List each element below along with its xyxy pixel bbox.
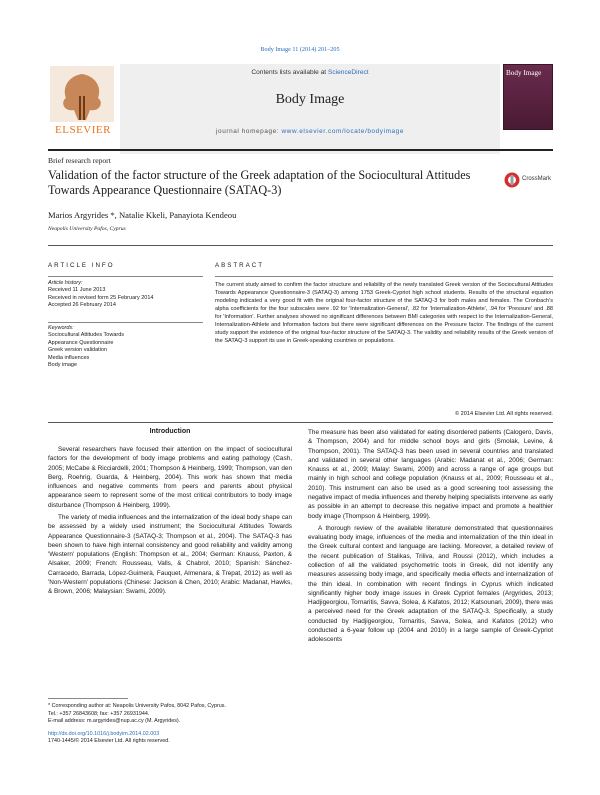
- article-title: Validation of the factor structure of the Greek adaptation of the Sociocultural Attitudes Towards Appearance Questionnaire (SATAQ-3): [48, 168, 471, 198]
- keyword-item: Body image: [48, 362, 78, 369]
- contact-email[interactable]: E-mail address: m.argyrides@nup.ac.cy (M. Argyrides).: [48, 718, 181, 725]
- title-divider: [48, 245, 553, 246]
- issn-line: 1740-1445/© 2014 Elsevier Ltd. All rights reserved.: [48, 738, 170, 745]
- footnotes: [48, 703, 292, 746]
- article-info-heading: ARTICLE INFO: [48, 262, 115, 269]
- journal-homepage: [120, 128, 500, 135]
- publisher-logo-text: ELSEVIER: [55, 124, 111, 136]
- article-type: Brief research report: [48, 156, 111, 165]
- contents-line: [120, 69, 500, 76]
- crossmark-label: CrossMark: [522, 176, 552, 182]
- homepage-link[interactable]: www.elsevier.com/locate/bodyimage: [281, 128, 404, 135]
- right-column: [308, 428, 553, 647]
- affiliation: Neapolis University Pafos, Cyprus: [48, 226, 126, 232]
- journal-title: Body Image: [275, 92, 345, 107]
- keyword-item: Sociocultural Attitudes Towards: [48, 332, 125, 339]
- footnote-divider: [48, 698, 128, 699]
- crossmark-icon: [504, 172, 520, 188]
- author-list: Marios Argyrides *, Natalie Kkeli, Panayiota Kendeou: [48, 210, 237, 220]
- contents-prefix: Contents lists available at: [251, 69, 328, 76]
- article-info-divider: [48, 276, 203, 277]
- abstract-bottom-divider: [48, 422, 553, 423]
- keywords-label: Keywords:: [48, 325, 74, 331]
- keyword-item: Media influences: [48, 354, 90, 361]
- history-received: Received 11 June 2013: [48, 287, 106, 294]
- abstract-heading: ABSTRACT: [215, 262, 265, 269]
- body-paragraph: Several researchers have focused their attention on the impact of sociocultural factors for the development of body image problems and eating pathology (Cash, 2005; McCabe & Ricciardelli, 2001; Thompson & Heinberg, 1999; Thompson, van den Berg, Roehrig, Guarda, & Heinberg, 2004). This work has shown that media influences and negative comments from peers and parents about physical appearance seem to represent some of the most critical contributors to body image disturbance (Thompson & Heinberg, 1999).: [48, 446, 292, 509]
- crossmark-badge[interactable]: [504, 170, 564, 192]
- sciencedirect-link[interactable]: ScienceDirect: [327, 69, 369, 76]
- contact-phone: Tel.: +357 26843608; fax: +357 26931944.: [48, 710, 150, 717]
- body-paragraph: The variety of media influences and the internalization of the ideal body shape can be assessed by a widely used instrument; the Sociocultural Attitudes Towards Appearance Questionnaire-3 (SATAQ-3; Thompson et al., 2004). The SATAQ-3 has been shown to have high internal consistency and good reliability and validity among 'Western' populations (English: Thompson et al., 2004; German: Knauss, Paxton, & Alsaker, 2009; French: Rousseau, Valls, & Chabrol, 2010; Spanish: Sánchez-Carracedo, Barrada, López-Guimerà, Fauquet, Almenara, & Trepat, 2012) as well as 'Non-Western' populations (Chinese: Jackson & Chen, 2010; Arabic: Madanat, Hawks, & Brown, 2006; Malaysian: Swami, 2009).: [48, 513, 292, 596]
- abstract-divider: [215, 276, 553, 277]
- history-accepted: Accepted 26 February 2014: [48, 302, 116, 309]
- left-column: [48, 445, 292, 600]
- journal-reference[interactable]: Body Image 11 (2014) 201–205: [260, 46, 340, 53]
- body-paragraph: The measure has been also validated for eating disordered patients (Calogero, Davis, & Thompson, 2004) and for middle school boys and girls (Smolak, Levine, & Thompson, 2001). The SATAQ-3 has been used in several countries and translated and validated in several other languages (Arabic: Madanat et al., 2006; German: Knauss et al., 2009; Malay: Swami, 2009) and across a range of age groups but mainly in high school and college population (Knauss et al., 2009; Rousseau et al., 2010). This instrument can also be used as a good screening tool assessing the negative impact of media influences and thereby helping specialists intervene as early as possible in an attempt to decrease this negative impact and promote a healthier body image (Thompson & Heinberg, 1999).: [308, 429, 553, 520]
- keyword-item: Appearance Questionnaire: [48, 339, 114, 346]
- introduction-heading: Introduction: [149, 428, 191, 435]
- journal-cover-title: Body Image: [506, 69, 542, 77]
- journal-header-box: [120, 64, 500, 154]
- keyword-item: Greek version validation: [48, 347, 108, 354]
- history-revised: Received in revised form 25 February 2014: [48, 294, 154, 301]
- history-label: Article history:: [48, 280, 83, 286]
- abstract-copyright: © 2014 Elsevier Ltd. All rights reserved.: [454, 411, 553, 417]
- body-paragraph: A thorough review of the available literature demonstrated that questionnaires evaluating body image, influences of the media and internalization of the thin ideal in the Greek cultural context and language are lacking. Moreover, a detailed review of the recent publication of Stalikas, Triliva, and Roussi (2012), which includes a collection of all the validated psychometric tools in Greek, did not identify any measures assessing body image, and specifically media effects and internalization of the thin ideal. In combination with recent findings in Cyprus which indicated significantly higher body image issues in Greek Cypriot females (Argyrides, 2013; Hadjigeorgiou, Tornaritis, Savva, Solea, & Kafatos, 2012; Katsounari, 2009), there was a perceived need for the Greek adaptation of the SATAQ-3. Specifically, a study conducted by Hadjigeorgiou, Tornaritis, Savva, Solea, and Kafatos (2012) who conducted a 6-year follow up (2004 and 2010) in a large sample of Greek-Cypriot adolescents: [308, 524, 553, 644]
- abstract-text: The current study aimed to confirm the factor structure and reliability of the newly translated Greek version of the Sociocultural Attitudes Towards Appearance Questionnaire-3 (SATAQ-3) among 1753 Greek-Cypriot high school students. Results of the structural equation modeling indicated a very good fit with the original four-factor structure of the SATAQ-3 for both males and females. The Cronbach's alpha coefficients for the four subscales were .92 for 'Internalization-General', .82 for 'Internalization-Athlete', .94 for 'Pressure' and .88 for 'Information'. Further analyses showed no significant differences between BMI categories with respect to the Internalization-General, Internalization-Athlete and Information factors but there were significant differences on the Pressure factor. The findings of the current study support the existence of the original four-factor structure of the SATAQ-3. The validity and reliability results of the Greek version of the SATAQ-3 support its use in Greek-speaking countries or populations.: [215, 282, 553, 344]
- header-divider: [48, 149, 553, 151]
- homepage-prefix: journal homepage:: [216, 128, 282, 135]
- corresponding-author-note: * Corresponding author at: Neapolis University Pafos, 8042 Pafos, Cyprus.: [48, 703, 226, 709]
- doi-link[interactable]: http://dx.doi.org/10.1016/j.bodyim.2014.02.003: [48, 730, 160, 737]
- article-history: [48, 280, 208, 310]
- keywords-block: [48, 325, 208, 370]
- keywords-divider: [48, 322, 203, 323]
